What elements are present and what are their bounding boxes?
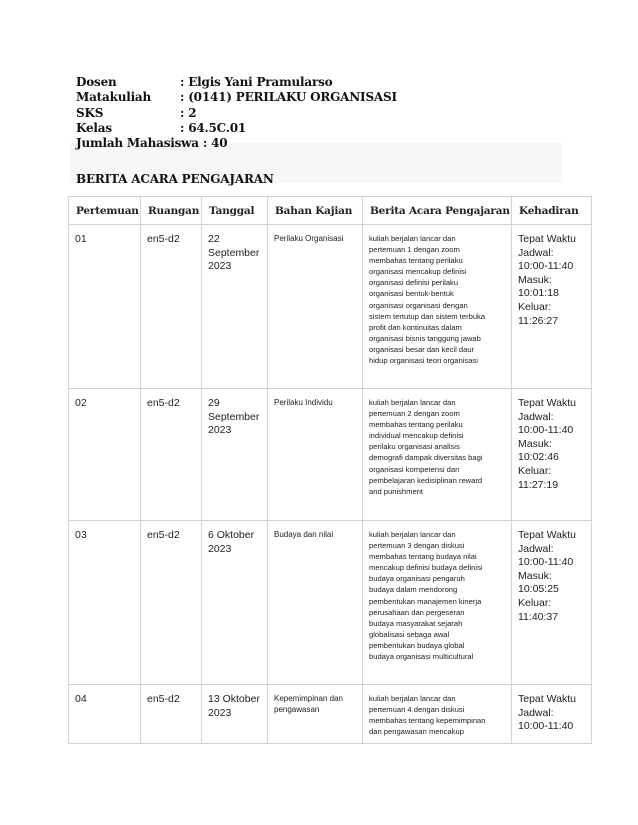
kehadiran-line: Masuk: (518, 273, 552, 286)
berita-line: budaya organisasi multicultural (369, 652, 474, 662)
jumlah-label: Jumlah Mahasiswa (76, 136, 199, 151)
matakuliah-label: Matakuliah (76, 90, 152, 105)
berita-line: budaya masyarakat sejarah (369, 618, 463, 628)
tanggal-line: 6 Oktober (208, 529, 255, 541)
berita-line: organisasi kompetensi dan (369, 464, 460, 474)
berita-line: organisasi organisasi dengan (369, 300, 468, 310)
dosen-label: Dosen (76, 75, 117, 89)
matakuliah-value: : (0141) PERILAKU ORGANISASI (180, 90, 397, 105)
cell-kehadiran (512, 225, 592, 389)
berita-line: sistem tertutup dan sistem terbuka (369, 311, 486, 321)
berita-line: pertemuan 4 dengan diskusi (369, 705, 465, 715)
berita-line: kuliah berjalan lancar dan (369, 398, 456, 407)
cell-ruangan: en5-d2 (141, 389, 202, 521)
tanggal-line: 2023 (208, 542, 232, 555)
cell-pertemuan: 04 (69, 685, 141, 744)
berita-line: dan pengawasan mencakup (369, 727, 464, 737)
cell-bahan-kajian (268, 389, 363, 521)
table-row (69, 685, 592, 744)
tanggal-line: 13 Oktober (208, 693, 260, 705)
berita-line: membahas tentang perilaku (369, 256, 463, 266)
kehadiran-line: Keluar: (518, 300, 552, 313)
berita-line: membahas tentang kepemimpinan (369, 716, 486, 726)
sks-value: : 2 (180, 105, 197, 120)
berita-line: pembelajaran kedisiplinan reward (369, 475, 483, 485)
tanggal-line: 29 (208, 397, 220, 409)
header-ruangan: Ruangan (141, 197, 202, 225)
course-info (76, 75, 397, 151)
bahan-line: Perilaku Organisasi (274, 234, 344, 243)
kehadiran-line: 10:02:46 (518, 451, 559, 464)
table-row (69, 225, 592, 389)
berita-line: individual mencakup definisi (369, 431, 464, 441)
kehadiran-line: 11:40:37 (518, 610, 559, 623)
berita-line: and punishment (369, 486, 424, 496)
berita-line: pertemuan 1 dengan zoom (369, 245, 460, 255)
cell-ruangan: en5-d2 (141, 521, 202, 685)
bahan-line: Perilaku Individu (274, 398, 333, 407)
info-row-matakuliah (76, 90, 397, 105)
kehadiran-line: 11:27:19 (518, 478, 559, 491)
cell-tanggal (202, 389, 268, 521)
tanggal-line: September (208, 246, 260, 259)
berita-line: profit dan kontinuitas dalam (369, 322, 462, 332)
berita-line: organisasi bisnis tanggung jawab (369, 333, 481, 343)
jumlah-value: : 40 (202, 136, 228, 151)
berita-line: membahas tentang perilaku (369, 420, 463, 430)
berita-line: kuliah berjalan lancar dan (369, 234, 456, 243)
cell-berita-acara (363, 685, 512, 744)
cell-pertemuan: 02 (69, 389, 141, 521)
table-row (69, 389, 592, 521)
bahan-line: Kepemimpinan dan (274, 694, 343, 703)
kehadiran-line: Jadwal: (518, 706, 554, 719)
header-bahan-kajian: Bahan Kajian (268, 197, 363, 225)
table-row (69, 521, 592, 685)
cell-tanggal (202, 521, 268, 685)
berita-line: organisasi mencakup definisi (369, 267, 467, 277)
tanggal-line: 2023 (208, 260, 232, 272)
kehadiran-line: 10:00-11:40 (518, 720, 574, 733)
kehadiran-line: 10:00-11:40 (518, 556, 574, 569)
bahan-line: pengawasan (274, 705, 320, 714)
cell-kehadiran (512, 389, 592, 521)
tanggal-line: 2023 (208, 424, 232, 436)
berita-line: pembentukan manajemen kinerja (369, 596, 482, 606)
berita-line: budaya organisasi pengaruh (369, 574, 465, 584)
cell-bahan-kajian (268, 521, 363, 685)
tanggal-line: 2023 (208, 706, 232, 719)
kehadiran-line: Jadwal: (518, 542, 554, 555)
cell-berita-acara (363, 521, 512, 685)
berita-line: perilaku organisasi analisis (369, 442, 460, 452)
berita-line: globalisasi sebaga awal (369, 629, 450, 639)
tanggal-line: September (208, 410, 260, 423)
section-title: BERITA ACARA PENGAJARAN (76, 172, 274, 186)
cell-tanggal (202, 685, 268, 744)
cell-bahan-kajian (268, 225, 363, 389)
berita-line: organisasi bentuk-bentuk (369, 289, 454, 299)
berita-line: pembentukan budaya global (369, 640, 465, 650)
info-row-kelas (76, 121, 397, 136)
kehadiran-line: Tepat Waktu (518, 693, 576, 705)
tanggal-line: 22 (208, 233, 220, 245)
bahan-line: Budaya dan nilai (274, 530, 334, 539)
kehadiran-line: Masuk: (518, 569, 552, 582)
berita-line: kuliah berjalan lancar dan (369, 694, 456, 703)
berita-line: organisasi besar dan kecil daur (369, 344, 475, 354)
berita-line: membahas tentang budaya nilai (369, 552, 477, 562)
kehadiran-line: Jadwal: (518, 246, 554, 259)
cell-pertemuan: 01 (69, 225, 141, 389)
cell-pertemuan: 03 (69, 521, 141, 685)
header-pertemuan: Pertemuan (69, 197, 141, 225)
cell-kehadiran (512, 521, 592, 685)
cell-bahan-kajian (268, 685, 363, 744)
berita-line: pertemuan 2 dengan zoom (369, 409, 460, 419)
kehadiran-line: Tepat Waktu (518, 529, 576, 541)
kehadiran-line: Tepat Waktu (518, 233, 576, 245)
kehadiran-line: 11:26:27 (518, 314, 559, 327)
header-tanggal: Tanggal (202, 197, 268, 225)
kehadiran-line: Tepat Waktu (518, 397, 576, 409)
kehadiran-line: Masuk: (518, 437, 552, 450)
kehadiran-line: 10:01:18 (518, 287, 559, 300)
header-kehadiran: Kehadiran (512, 197, 592, 225)
kehadiran-line: 10:00-11:40 (518, 260, 574, 273)
berita-line: budaya dalam mendorong (369, 585, 458, 595)
sks-label: SKS (76, 105, 104, 120)
info-row-jumlah (76, 136, 397, 151)
kelas-value: : 64.5C.01 (180, 120, 247, 135)
cell-ruangan: en5-d2 (141, 225, 202, 389)
berita-line: perusahaan dan pergeseran (369, 607, 465, 617)
berita-line: hidup organisasi teori organisasi (369, 356, 478, 366)
kelas-label: Kelas (76, 120, 112, 135)
berita-line: mencakup definisi budaya definisi (369, 563, 483, 573)
teaching-record-table (68, 196, 592, 744)
berita-line: pertemuan 3 dengan diskusi (369, 541, 465, 551)
table-header-row (69, 197, 592, 225)
kehadiran-line: Jadwal: (518, 410, 554, 423)
kehadiran-line: Keluar: (518, 596, 552, 609)
cell-kehadiran (512, 685, 592, 744)
kehadiran-line: Keluar: (518, 464, 552, 477)
cell-berita-acara (363, 225, 512, 389)
berita-line: organisasi definisi perilaku (369, 278, 459, 288)
info-row-dosen (76, 75, 397, 90)
cell-ruangan: en5-d2 (141, 685, 202, 744)
kehadiran-line: 10:00-11:40 (518, 424, 574, 437)
cell-tanggal (202, 225, 268, 389)
kehadiran-line: 10:05:25 (518, 583, 559, 596)
dosen-value: : Elgis Yani Pramularso (180, 75, 333, 89)
berita-line: kuliah berjalan lancar dan (369, 530, 456, 539)
berita-line: demografi dampak diversitas bagi (369, 453, 483, 463)
info-row-sks (76, 106, 397, 121)
header-berita-acara: Berita Acara Pengajaran (363, 197, 512, 225)
cell-berita-acara (363, 389, 512, 521)
